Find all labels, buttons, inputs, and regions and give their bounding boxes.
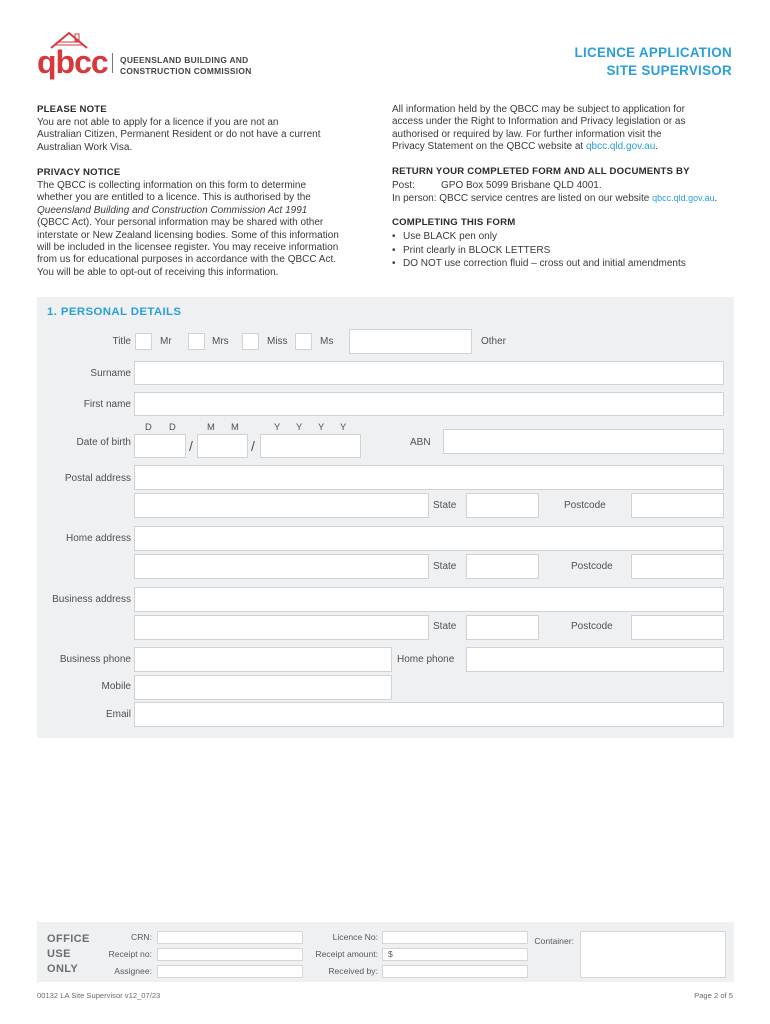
dob-m-char: M [231, 421, 239, 432]
form-title-line1: LICENCE APPLICATION [574, 45, 732, 60]
title-mrs-label: Mrs [212, 336, 229, 347]
received-by-label: Received by: [328, 966, 378, 976]
postal-postcode-label: Postcode [564, 500, 606, 511]
licence-no-field[interactable] [382, 931, 528, 944]
privacy-act-name: Queensland Building and Construction Commission Act 1991 [37, 204, 308, 216]
dob-day-hint [145, 421, 176, 432]
postal-address-line2[interactable] [134, 493, 429, 518]
home-postcode-label: Postcode [571, 561, 613, 572]
dob-label: Date of birth [76, 437, 131, 448]
in-person-suffix: . [714, 193, 718, 205]
receipt-no-field[interactable] [157, 948, 303, 961]
receipt-amount-field[interactable] [382, 948, 528, 961]
assignee-label: Assignee: [114, 966, 152, 976]
please-note-heading: PLEASE NOTE [37, 104, 107, 115]
business-phone-field[interactable] [134, 647, 392, 672]
org-name [120, 55, 252, 77]
office-title-line: OFFICE [47, 933, 90, 945]
dob-day-field[interactable] [134, 434, 186, 458]
mobile-label: Mobile [101, 681, 131, 692]
abn-field[interactable] [443, 429, 724, 454]
assignee-field[interactable] [157, 965, 303, 978]
in-person-row [392, 192, 734, 205]
bullet-item [392, 257, 734, 271]
please-note-line: Australian Work Visa. [37, 141, 133, 153]
bullet-icon: • [392, 244, 396, 256]
post-address: GPO Box 5099 Brisbane QLD 4001. [441, 180, 602, 191]
postal-state-label: State [433, 500, 457, 511]
office-title-line: USE [47, 948, 71, 960]
business-address-label: Business address [52, 594, 131, 605]
bullet-icon: • [392, 258, 396, 270]
bullet-item [392, 230, 734, 244]
dob-y-char: Y [318, 421, 325, 432]
title-mrs-checkbox[interactable] [188, 333, 205, 350]
dob-separator: / [189, 438, 193, 454]
title-miss-checkbox[interactable] [242, 333, 259, 350]
postal-state-field[interactable] [466, 493, 539, 518]
completing-form-block [392, 217, 734, 271]
surname-field[interactable] [134, 361, 724, 385]
home-state-field[interactable] [466, 554, 539, 579]
office-title-line: ONLY [47, 963, 79, 975]
home-address-line2[interactable] [134, 554, 429, 579]
information-access-text [392, 104, 734, 154]
service-centre-link[interactable]: qbcc.qld.gov.au [652, 193, 715, 204]
mobile-field[interactable] [134, 675, 392, 700]
form-title-line2: SITE SUPERVISOR [606, 63, 732, 78]
email-field[interactable] [134, 702, 724, 727]
receipt-no-label: Receipt no: [108, 949, 152, 959]
info-line: authorised or required by law. For further information visit the [392, 128, 662, 140]
bullet-text: DO NOT use correction fluid – cross out and initial amendments [403, 258, 686, 270]
bullet-icon: • [392, 231, 396, 242]
page-number: Page 2 of 5 [694, 991, 733, 1000]
business-postcode-label: Postcode [571, 621, 613, 632]
home-phone-field[interactable] [466, 647, 724, 672]
home-address-line1[interactable] [134, 526, 724, 551]
dob-separator: / [251, 438, 255, 454]
business-phone-label: Business phone [59, 654, 131, 665]
privacy-notice-heading: PRIVACY NOTICE [37, 167, 121, 178]
abn-label: ABN [410, 437, 431, 448]
container-field[interactable] [580, 931, 726, 978]
dob-y-char: Y [340, 421, 347, 432]
please-note-line: Australian Citizen, Permanent Resident or do not have a current [37, 129, 321, 141]
receipt-amount-label: Receipt amount: [315, 949, 378, 959]
privacy-notice-text [37, 180, 377, 279]
return-form-text [392, 180, 734, 206]
privacy-line: You will be able to opt-out of receiving this information. [37, 266, 279, 278]
info-line4-prefix: Privacy Statement on the QBCC website at [392, 141, 586, 153]
received-by-field[interactable] [382, 965, 528, 978]
info-line [392, 141, 734, 153]
dob-d-char: D [145, 421, 152, 432]
please-note-block [37, 104, 367, 154]
dob-year-hint [274, 421, 346, 432]
first-name-field[interactable] [134, 392, 724, 416]
first-name-label: First name [83, 399, 131, 410]
bullet-text: Print clearly in BLOCK LETTERS [403, 244, 551, 256]
postal-address-label: Postal address [64, 473, 131, 484]
title-mr-checkbox[interactable] [135, 333, 152, 350]
privacy-line: will be included in the licensee register. You may receive information [37, 242, 339, 254]
title-mr-label: Mr [160, 336, 172, 347]
business-address-line1[interactable] [134, 587, 724, 612]
please-note-line: You are not able to apply for a licence if you are not an [37, 117, 279, 128]
completing-form-heading: COMPLETING THIS FORM [392, 217, 516, 228]
org-name-line2: CONSTRUCTION COMMISSION [120, 66, 252, 76]
privacy-line: (QBCC Act). Your personal information may be shared with other [37, 217, 324, 229]
container-label: Container: [534, 936, 574, 946]
return-form-block [392, 166, 734, 206]
title-other-label: Other [481, 336, 507, 347]
logo-divider [112, 53, 113, 73]
bullet-item [392, 244, 734, 258]
return-form-heading: RETURN YOUR COMPLETED FORM AND ALL DOCUMENTS BY [392, 166, 690, 177]
title-ms-checkbox[interactable] [295, 333, 312, 350]
privacy-notice-block [37, 167, 377, 279]
logo-wordmark: qbcc [37, 44, 108, 80]
privacy-line: The QBCC is collecting information on this form to determine [37, 180, 306, 191]
info-line4-suffix: . [655, 141, 659, 153]
licence-no-label: Licence No: [332, 932, 378, 942]
crn-field[interactable] [157, 931, 303, 944]
form-code: 00132 LA Site Supervisor v12_07/23 [37, 991, 161, 1000]
title-other-field[interactable] [349, 329, 472, 354]
home-state-label: State [433, 561, 457, 572]
qbcc-website-link[interactable]: qbcc.qld.gov.au [585, 141, 656, 153]
title-ms-label: Ms [320, 336, 334, 347]
org-name-line1: QUEENSLAND BUILDING AND [120, 55, 249, 65]
surname-label: Surname [90, 368, 131, 379]
title-label: Title [112, 336, 131, 347]
bullet-text: Use BLACK pen only [403, 231, 497, 242]
dob-month-field[interactable] [197, 434, 248, 458]
info-line: All information held by the QBCC may be subject to application for [392, 104, 685, 115]
postal-address-line1[interactable] [134, 465, 724, 490]
post-row [392, 180, 734, 192]
privacy-line: from us for educational purposes in accordance with the QBCC Act. [37, 254, 337, 266]
please-note-text [37, 117, 367, 154]
title-miss-label: Miss [267, 336, 288, 347]
dob-m-char: M [207, 421, 215, 432]
qbcc-logo [37, 30, 107, 80]
in-person-text: In person: QBCC service centres are listed on our website [392, 193, 653, 205]
form-title [575, 44, 732, 80]
dob-month-hint [207, 421, 239, 432]
currency-symbol: $ [388, 949, 393, 959]
completing-form-list [392, 230, 734, 271]
post-label: Post: [392, 180, 415, 191]
email-label: Email [105, 709, 131, 720]
business-state-label: State [433, 621, 457, 632]
office-use-title [47, 932, 90, 977]
info-line: access under the Right to Information and Privacy legislation or as [392, 116, 686, 128]
crn-label: CRN: [130, 932, 152, 942]
postal-postcode-field[interactable] [631, 493, 724, 518]
home-address-label: Home address [65, 533, 131, 544]
business-address-line2[interactable] [134, 615, 429, 640]
home-postcode-field[interactable] [631, 554, 724, 579]
home-phone-label: Home phone [397, 654, 455, 665]
privacy-line: interstate or New Zealand licensing bodies. Some of this information [37, 229, 339, 241]
dob-year-field[interactable] [260, 434, 361, 458]
business-postcode-field[interactable] [631, 615, 724, 640]
section-title: 1. PERSONAL DETAILS [47, 306, 182, 318]
business-state-field[interactable] [466, 615, 539, 640]
dob-y-char: Y [296, 421, 303, 432]
dob-d-char: D [169, 421, 176, 432]
dob-y-char: Y [274, 421, 281, 432]
privacy-line: whether you are entitled to a licence. This is authorised by the [37, 192, 311, 204]
